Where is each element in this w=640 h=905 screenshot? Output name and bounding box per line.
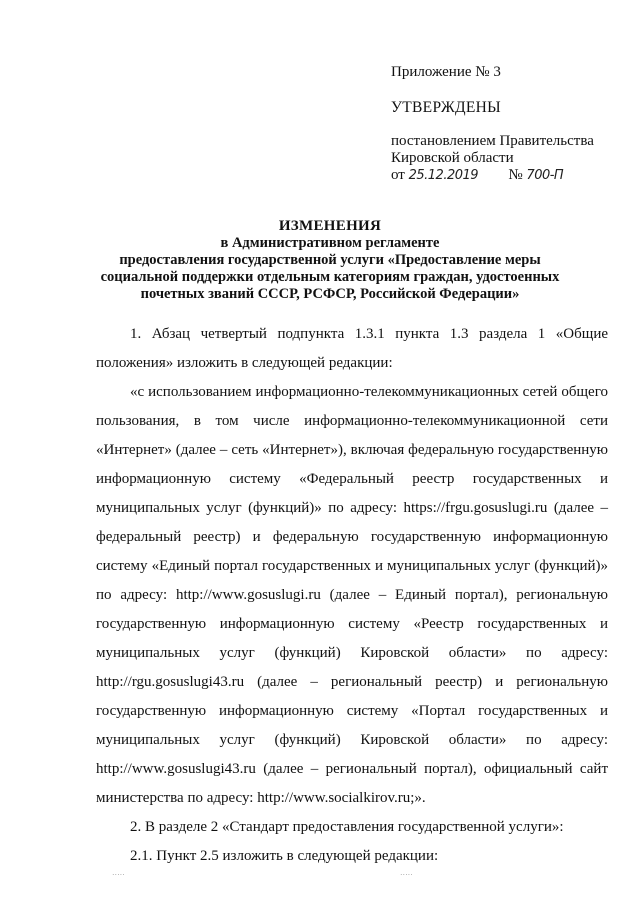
title-line2: в Административном регламенте <box>220 235 440 251</box>
appendix-label: Приложение № 3 <box>391 64 501 80</box>
paragraph-2: 2. В разделе 2 «Стандарт предоставления государственной услуги»: <box>130 819 564 835</box>
approved-label: УТВЕРЖДЕНЫ <box>391 99 501 116</box>
scan-artifact: ..... <box>400 868 413 877</box>
scan-artifact: ..... <box>112 868 125 877</box>
document-body <box>96 320 608 871</box>
number-prefix: № <box>508 167 523 183</box>
paragraph-quote: «с использованием информационно-телекоммуникационных сетей общего пользования, в том числе информационно-телекоммуникационной сети «Интернет» (далее – сеть «Интернет»), включая федеральную государственную информационную систему «Федеральный реестр государственных и муниципальных услуг (функций)» по адресу: https://frgu.gosuslugi.ru (далее – федеральный реестр) и федеральную государственную информационную систему «Единый портал государственных и муниципальных услуг (функций)» по адресу: http://www.gosuslugi.ru (далее – Единый портал), региональную государственную информационную систему «Реестр государственных и муниципальных услуг (функций) Кировской области» по адресу: http://rgu.gosuslugi43.ru (далее – региональный реестр) и региональную государственную информационную систему «Портал государственных и муниципальных услуг (функций) Кировской области» по адресу: http://www.gosuslugi43.ru (далее – региональный портал), официальный сайт министерства по адресу: http://www.socialkirov.ru;». <box>96 384 608 806</box>
title-line4: социальной поддержки отдельным категориям граждан, удостоенных <box>100 269 560 285</box>
approval-date-number <box>391 166 563 185</box>
paragraph-2-1: 2.1. Пункт 2.5 изложить в следующей редакции: <box>130 848 439 864</box>
title-line5: почетных званий СССР, РСФСР, Российской Федерации» <box>140 286 520 302</box>
handwritten-number: 700-П <box>526 168 564 183</box>
handwritten-date: 25.12.2019 <box>408 168 479 183</box>
document-title <box>60 218 600 303</box>
title-main: ИЗМЕНЕНИЯ <box>278 218 382 234</box>
paragraph-1: 1. Абзац четвертый подпункта 1.3.1 пункта 1.3 раздела 1 «Общие положения» изложить в следующей редакции: <box>96 326 608 371</box>
date-prefix: от <box>391 167 405 183</box>
title-line3: предоставления государственной услуги «Предоставление меры <box>119 252 541 268</box>
approved-by-line2: Кировской области <box>391 150 514 166</box>
approved-by-line1: постановлением Правительства <box>391 133 594 149</box>
